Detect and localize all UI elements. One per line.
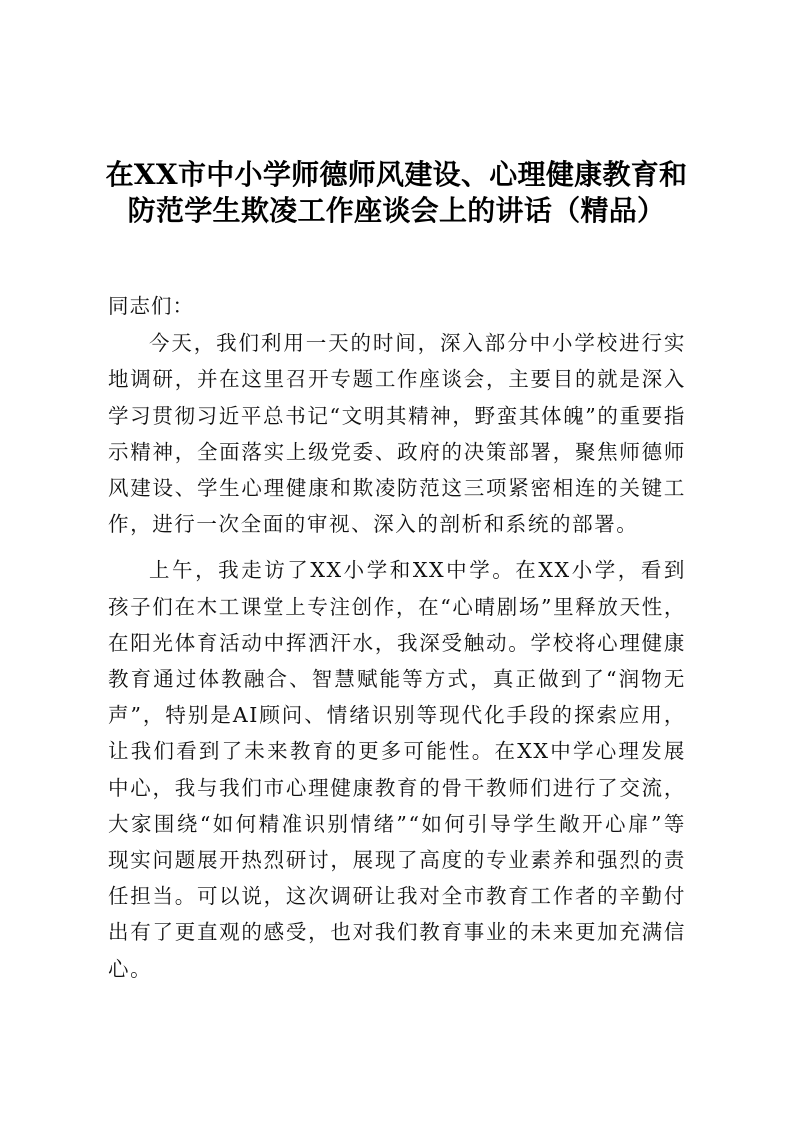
body-paragraph: 上午，我走访了XX小学和XX中学。在XX小学，看到孩子们在木工课堂上专注创作，在“心晴剧场”里释放天性，在阳光体育活动中挥洒汗水，我深受触动。学校将心理健康教育通过体教融合、智慧赋能等方式，真正做到了“润物无声”，特别是AI顾问、情绪识别等现代化手段的探索应用，让我们看到了未来教育的更多可能性。在XX中学心理发展中心，我与我们市心理健康教育的骨干教师们进行了交流，大家围绕“如何精准识别情绪”“如何引导学生敞开心扉”等现实问题展开热烈研讨，展现了高度的专业素养和强烈的责任担当。可以说，这次调研让我对全市教育工作者的辛勤付出有了更直观的感受，也对我们教育事业的未来更加充满信心。 [108,558,686,981]
greeting: 同志们： [108,294,194,318]
document-body [108,288,686,997]
page-title: 在XX市中小学师德师风建设、心理健康教育和防范学生欺凌工作座谈会上的讲话（精品） [105,158,688,227]
body-paragraph: 今天，我们利用一天的时间，深入部分中小学校进行实地调研，并在这里召开专题工作座谈会，主要目的就是深入学习贯彻习近平总书记“文明其精神，野蛮其体魄”的重要指示精神，全面落实上级党委、政府的决策部署，聚焦师德师风建设、学生心理健康和欺凌防范这三项紧密相连的关键工作，进行一次全面的审视、深入的剖析和系统的部署。 [108,331,686,537]
